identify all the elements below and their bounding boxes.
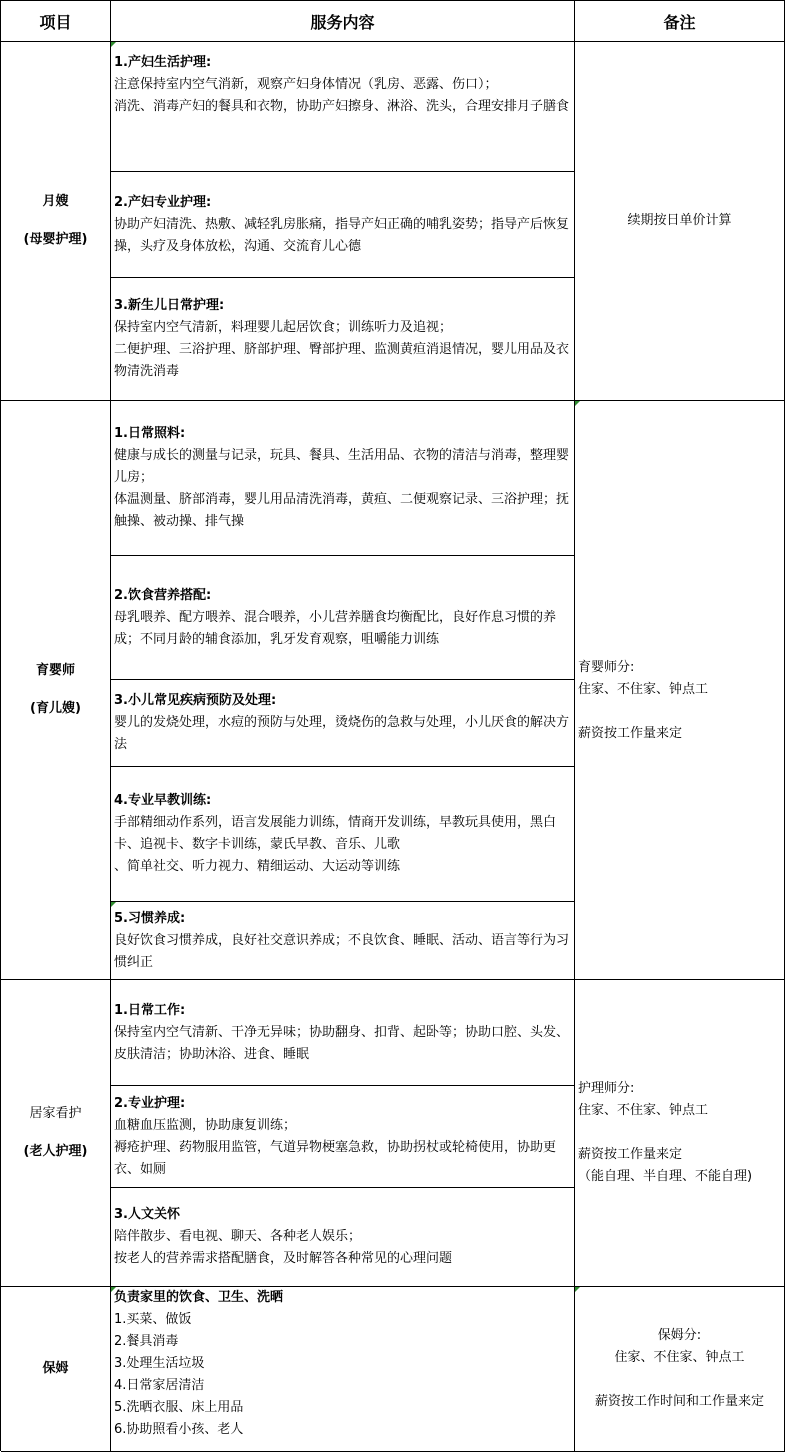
- service-body: 手部精细动作系列，语言发展能力训练，情商开发训练，早教玩具使用，黑白卡、追视卡、数字卡训练，蒙氏早教、音乐、儿歌 、简单社交、听力视力、精细运动、大运动等训练: [114, 815, 557, 874]
- service-body: 婴儿的发烧处理，水痘的预防与处理，烫烧伤的急救与处理，小儿厌食的解决方法: [114, 715, 570, 752]
- service-body: 陪伴散步、看电视、聊天、各种老人娱乐； 按老人的营养需求搭配膳食，及时解答各种常见的心理问题: [114, 1229, 453, 1266]
- service-body: 母乳喂养、配方喂养、混合喂养，小儿营养膳食均衡配比，良好作息习惯的养成；不同月龄的辅食添加，乳牙发育观察，咀嚼能力训练: [114, 609, 557, 647]
- service-item: [111, 278, 575, 401]
- note-yuyingshi: [575, 401, 785, 980]
- service-body: 1.买菜、做饭 2.餐具消毒 3.处理生活垃圾 4.日常家居清洁 5.洗晒衣服、床上用品 6.协助照看小孩、老人: [114, 1312, 244, 1437]
- service-body: 血糖血压监测，协助康复训练； 褥疮护理、药物服用监管，气道异物梗塞急救，协助拐杖或轮椅使用，协助更衣、如厕: [114, 1117, 557, 1177]
- note-jujia: 护理师分: 住家、不住家、钟点工 薪资按工作量来定 （能自理、半自理、不能自理): [575, 980, 785, 1287]
- service-item: [111, 680, 575, 767]
- service-item: [111, 401, 575, 556]
- service-body: 协助产妇清洗、热敷、减轻乳房胀痛，指导产妇正确的哺乳姿势；指导产后恢复操，头疗及身体放松，沟通、交流育儿心德: [114, 216, 570, 254]
- project-subname: (育儿嫂): [30, 701, 81, 716]
- project-jujia: [1, 980, 111, 1287]
- service-title: 负责家里的饮食、卫生、洗晒: [114, 1290, 284, 1305]
- header-service: 服务内容: [111, 1, 575, 42]
- service-title: 2.饮食营养搭配:: [114, 587, 212, 603]
- service-body: 注意保持室内空气消新，观察产妇身体情况（乳房、恶露、伤口）； 消洗、消毒产妇的餐具和衣物，协助产妇擦身、淋浴、洗头，合理安排月子膳食: [114, 77, 570, 114]
- service-title: 1.产妇生活护理:: [114, 55, 212, 70]
- service-body: 保持室内空气清新、干净无异味；协助翻身、扣背、起卧等；协助口腔、头发、皮肤清洁；协助沐浴、进食、睡眠: [114, 1024, 570, 1062]
- service-title: 1.日常照料:: [114, 426, 186, 441]
- service-title: 1.日常工作:: [114, 1002, 186, 1018]
- service-item: [111, 767, 575, 902]
- service-title: 3.人文关怀: [114, 1207, 180, 1222]
- service-item: [111, 1188, 575, 1287]
- note-baomu: [575, 1287, 785, 1452]
- note-text: 保姆分: 住家、不住家、钟点工 薪资按工作时间和工作量来定: [594, 1328, 764, 1409]
- header-project: 项目: [1, 1, 111, 42]
- service-item: [111, 172, 575, 278]
- project-name: 居家看护: [29, 1106, 82, 1121]
- service-item: [111, 42, 575, 172]
- project-yuesao: [1, 42, 111, 401]
- service-title: 2.专业护理:: [114, 1095, 186, 1111]
- service-item: [111, 902, 575, 980]
- service-item: [111, 980, 575, 1086]
- project-name: 保姆: [42, 1361, 69, 1376]
- service-item: [111, 556, 575, 680]
- project-subname: (母婴护理): [23, 232, 88, 247]
- service-title: 3.新生儿日常护理:: [114, 298, 225, 313]
- comment-marker: [111, 42, 116, 47]
- project-name: 育婴师: [35, 663, 75, 678]
- service-item: [111, 1086, 575, 1188]
- comment-marker: [575, 1287, 580, 1292]
- comment-marker: [575, 401, 580, 406]
- note-text: 育婴师分: 住家、不住家、钟点工 薪资按工作量来定: [578, 660, 709, 741]
- service-body: 健康与成长的测量与记录，玩具、餐具、生活用品、衣物的清洁与消毒，整理婴儿房； 体温测量、脐部消毒，婴儿用品清洗消毒，黄疸、二便观察记录、三浴护理；抚触操、被动操、排气操: [114, 448, 570, 529]
- comment-marker: [111, 1287, 116, 1292]
- service-item: [111, 1287, 575, 1452]
- project-baomu: [1, 1287, 111, 1452]
- service-title: 4.专业早教训练:: [114, 793, 212, 808]
- service-title: 2.产妇专业护理:: [114, 194, 212, 210]
- project-yuyingshi: [1, 401, 111, 980]
- service-title: 3.小儿常见疾病预防及处理:: [114, 693, 277, 708]
- note-yuesao: 续期按日单价计算: [575, 42, 785, 401]
- project-name: 月嫂: [42, 194, 69, 209]
- project-subname: (老人护理): [23, 1144, 88, 1159]
- comment-marker: [111, 902, 116, 907]
- service-title: 5.习惯养成:: [114, 910, 186, 926]
- service-body: 良好饮食习惯养成，良好社交意识养成；不良饮食、睡眠、活动、语言等行为习惯纠正: [114, 932, 570, 970]
- header-note: 备注: [575, 1, 785, 42]
- service-body: 保持室内空气清新，料理婴儿起居饮食；训练听力及追视； 二便护理、三浴护理、脐部护理、臀部护理、监测黄疸消退情况，婴儿用品及衣物清洗消毒: [114, 320, 570, 379]
